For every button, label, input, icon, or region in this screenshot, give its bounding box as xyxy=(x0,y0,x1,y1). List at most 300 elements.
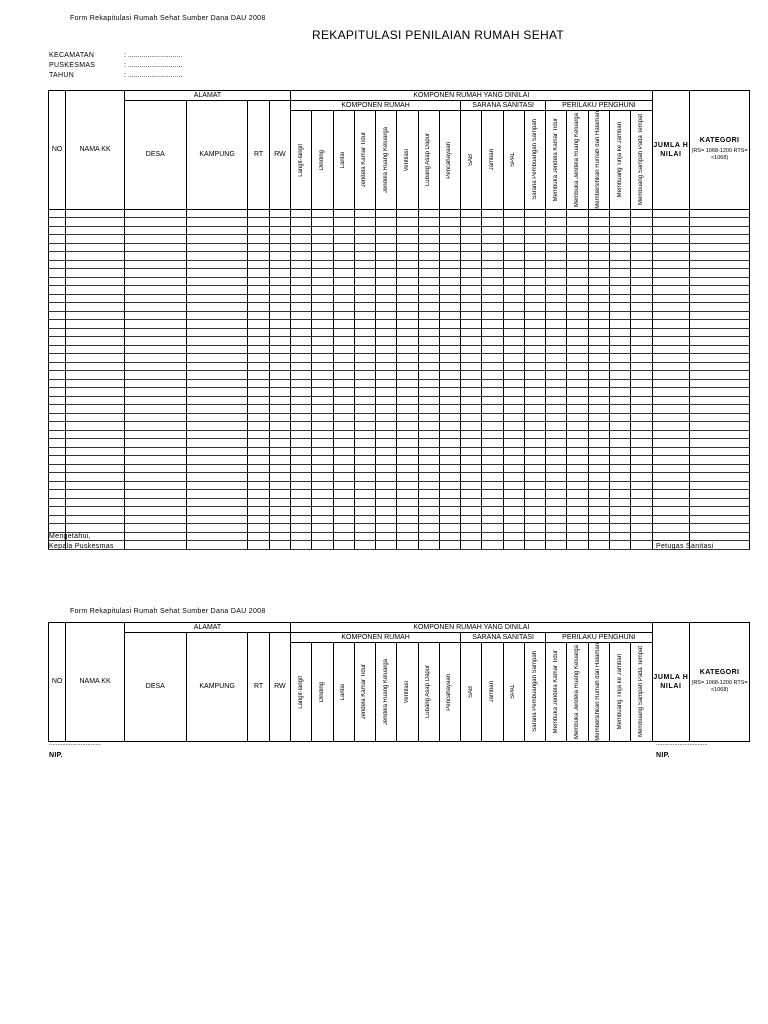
table-cell xyxy=(397,388,418,397)
table-cell xyxy=(397,218,418,227)
table-cell xyxy=(418,286,439,295)
table-cell xyxy=(376,243,397,252)
label-sarana-sampah-2: Sarana Pembuangan Sampah xyxy=(531,651,538,733)
table-cell xyxy=(333,388,354,397)
table-cell xyxy=(690,269,750,278)
table-cell xyxy=(461,235,482,244)
table-cell xyxy=(248,328,269,337)
table-cell xyxy=(461,430,482,439)
table-cell xyxy=(333,328,354,337)
table-cell xyxy=(186,303,248,312)
table-cell xyxy=(524,337,545,346)
left-signature-line: ............................... xyxy=(49,741,101,747)
table-cell xyxy=(248,524,269,533)
table-cell xyxy=(567,354,588,363)
table-cell xyxy=(503,507,524,516)
table-cell xyxy=(439,379,460,388)
col-rw: RW xyxy=(269,101,290,210)
table-cell xyxy=(652,464,689,473)
label-dinding-2: Dinding xyxy=(318,681,325,703)
table-cell xyxy=(66,515,125,524)
table-cell xyxy=(482,515,503,524)
table-cell xyxy=(546,515,567,524)
table-cell xyxy=(567,464,588,473)
table-cell xyxy=(291,447,312,456)
table-cell xyxy=(546,541,567,550)
table-cell xyxy=(333,320,354,329)
table-cell xyxy=(439,456,460,465)
table-cell xyxy=(291,260,312,269)
table-cell xyxy=(503,328,524,337)
table-cell xyxy=(439,345,460,354)
table-cell xyxy=(312,490,333,499)
table-cell xyxy=(312,379,333,388)
table-cell xyxy=(588,260,609,269)
table-cell xyxy=(124,439,186,448)
table-cell xyxy=(333,209,354,218)
table-row xyxy=(49,524,750,533)
table-cell xyxy=(312,286,333,295)
table-cell xyxy=(482,303,503,312)
table-cell xyxy=(482,388,503,397)
table-cell xyxy=(524,515,545,524)
kecamatan-label: KECAMATAN xyxy=(49,52,95,59)
table-cell xyxy=(186,286,248,295)
table-cell xyxy=(269,507,290,516)
table-cell xyxy=(588,379,609,388)
table-cell xyxy=(376,337,397,346)
table-cell xyxy=(418,260,439,269)
table-cell xyxy=(418,456,439,465)
col-komponen-dinilai: KOMPONEN RUMAH YANG DINILAI xyxy=(291,91,653,101)
table-cell xyxy=(567,277,588,286)
table-row xyxy=(49,396,750,405)
table-cell xyxy=(186,226,248,235)
table-cell xyxy=(376,218,397,227)
table-cell xyxy=(690,515,750,524)
table-cell xyxy=(269,345,290,354)
table-cell xyxy=(461,328,482,337)
table-cell xyxy=(439,226,460,235)
table-cell xyxy=(418,235,439,244)
table-cell xyxy=(439,294,460,303)
table-cell xyxy=(482,447,503,456)
label-buka-jendela-ruang-2: Membuka Jendela Ruang Keluarga xyxy=(574,644,581,739)
table-cell xyxy=(690,430,750,439)
table-row xyxy=(49,447,750,456)
table-cell xyxy=(588,320,609,329)
label-sarana-sampah: Sarana Pembuangan Sampah xyxy=(531,119,538,201)
table-cell xyxy=(186,541,248,550)
table-cell xyxy=(333,422,354,431)
label-membersihkan-rumah: Membersihkan Rumah dan Halaman xyxy=(595,111,602,209)
table-cell xyxy=(248,464,269,473)
table-cell xyxy=(354,473,375,482)
table-cell xyxy=(291,337,312,346)
table-cell xyxy=(376,371,397,380)
table-cell xyxy=(124,337,186,346)
table-cell xyxy=(376,311,397,320)
table-cell xyxy=(354,320,375,329)
table-cell xyxy=(690,294,750,303)
table-cell xyxy=(248,498,269,507)
table-cell xyxy=(186,456,248,465)
table-cell xyxy=(312,303,333,312)
table-cell xyxy=(354,524,375,533)
table-cell xyxy=(418,422,439,431)
table-cell xyxy=(354,490,375,499)
table-cell xyxy=(690,277,750,286)
table-cell xyxy=(66,337,125,346)
table-cell xyxy=(49,269,66,278)
table-cell xyxy=(397,379,418,388)
table-cell xyxy=(49,294,66,303)
table-cell xyxy=(397,396,418,405)
table-cell xyxy=(652,379,689,388)
table-cell xyxy=(567,269,588,278)
table-cell xyxy=(482,345,503,354)
table-cell xyxy=(376,226,397,235)
col-lantai xyxy=(333,111,354,210)
table-cell xyxy=(397,464,418,473)
table-cell xyxy=(588,498,609,507)
table-cell xyxy=(652,481,689,490)
table-cell xyxy=(482,328,503,337)
table-cell xyxy=(567,371,588,380)
table-cell xyxy=(546,337,567,346)
table-row xyxy=(49,354,750,363)
table-cell xyxy=(269,515,290,524)
table-cell xyxy=(567,337,588,346)
table-cell xyxy=(652,269,689,278)
table-cell xyxy=(439,473,460,482)
table-cell xyxy=(631,541,652,550)
table-cell xyxy=(248,235,269,244)
table-cell xyxy=(376,252,397,261)
table-cell xyxy=(376,422,397,431)
table-cell xyxy=(567,235,588,244)
table-cell xyxy=(49,277,66,286)
table-cell xyxy=(461,311,482,320)
table-cell xyxy=(524,303,545,312)
table-cell xyxy=(567,439,588,448)
table-cell xyxy=(609,456,630,465)
col-dinding xyxy=(312,111,333,210)
table-cell xyxy=(631,464,652,473)
table-cell xyxy=(124,269,186,278)
table-cell xyxy=(186,354,248,363)
table-cell xyxy=(461,524,482,533)
col-perilaku-penghuni-2: PERILAKU PENGHUNI xyxy=(546,633,653,643)
table-cell xyxy=(690,439,750,448)
table-row xyxy=(49,243,750,252)
table-cell xyxy=(49,226,66,235)
table-cell xyxy=(124,345,186,354)
table-cell xyxy=(291,464,312,473)
table-cell xyxy=(631,447,652,456)
table-cell xyxy=(482,490,503,499)
table-cell xyxy=(124,235,186,244)
table-cell xyxy=(503,311,524,320)
table-cell xyxy=(546,396,567,405)
table-cell xyxy=(461,354,482,363)
table-cell xyxy=(269,498,290,507)
table-cell xyxy=(312,209,333,218)
table-cell xyxy=(66,252,125,261)
table-cell xyxy=(312,337,333,346)
table-cell xyxy=(49,447,66,456)
table-cell xyxy=(124,515,186,524)
table-cell xyxy=(588,473,609,482)
table-cell xyxy=(461,362,482,371)
table-cell xyxy=(482,439,503,448)
label-spal-2: SPAL xyxy=(510,684,517,700)
table-cell xyxy=(49,481,66,490)
table-cell xyxy=(376,481,397,490)
table-cell xyxy=(588,422,609,431)
table-cell xyxy=(609,337,630,346)
table-cell xyxy=(186,490,248,499)
table-cell xyxy=(333,277,354,286)
table-cell xyxy=(333,507,354,516)
table-cell xyxy=(49,413,66,422)
form-note-2: Form Rekapitulasi Rumah Sehat Sumber Dana DAU 2008 xyxy=(70,608,266,615)
table-cell xyxy=(291,320,312,329)
table-cell xyxy=(248,303,269,312)
table-cell xyxy=(482,473,503,482)
table-cell xyxy=(503,498,524,507)
table-cell xyxy=(439,362,460,371)
table-cell xyxy=(546,303,567,312)
table-cell xyxy=(524,379,545,388)
table-cell xyxy=(397,524,418,533)
table-cell xyxy=(124,362,186,371)
table-cell xyxy=(269,490,290,499)
table-cell xyxy=(418,498,439,507)
left-nip-label: NIP. xyxy=(49,752,63,759)
table-cell xyxy=(461,396,482,405)
table-cell xyxy=(524,430,545,439)
table-cell xyxy=(248,345,269,354)
table-cell xyxy=(312,362,333,371)
table-cell xyxy=(588,337,609,346)
label-sab: SAB xyxy=(467,153,474,166)
table-cell xyxy=(690,345,750,354)
table-cell xyxy=(524,209,545,218)
table-cell xyxy=(546,269,567,278)
table-cell xyxy=(186,473,248,482)
table-cell xyxy=(333,226,354,235)
table-cell xyxy=(397,541,418,550)
table-cell xyxy=(333,430,354,439)
table-cell xyxy=(124,371,186,380)
table-cell xyxy=(690,456,750,465)
table-cell xyxy=(333,354,354,363)
table-cell xyxy=(461,515,482,524)
label-sab-2: SAB xyxy=(467,685,474,698)
table-cell xyxy=(652,294,689,303)
table-cell xyxy=(269,405,290,414)
table-cell xyxy=(49,286,66,295)
table-cell xyxy=(186,311,248,320)
table-cell xyxy=(291,226,312,235)
table-cell xyxy=(546,354,567,363)
table-cell xyxy=(66,303,125,312)
table-cell xyxy=(524,532,545,541)
table-row xyxy=(49,464,750,473)
table-cell xyxy=(186,337,248,346)
table-cell xyxy=(482,464,503,473)
table-cell xyxy=(524,362,545,371)
table-cell xyxy=(609,541,630,550)
table-cell xyxy=(631,430,652,439)
table-cell xyxy=(546,345,567,354)
table-cell xyxy=(354,362,375,371)
kategori-sub-2: (RS= 1068-1200 RTS= <1068) xyxy=(691,680,748,694)
table-cell xyxy=(546,405,567,414)
table-cell xyxy=(609,260,630,269)
table-cell xyxy=(291,277,312,286)
table-cell xyxy=(609,303,630,312)
table-cell xyxy=(503,430,524,439)
table-row xyxy=(49,337,750,346)
table-cell xyxy=(524,456,545,465)
table-cell xyxy=(690,337,750,346)
col-jamban xyxy=(482,111,503,210)
table-cell xyxy=(461,447,482,456)
table-cell xyxy=(291,524,312,533)
table-cell xyxy=(186,430,248,439)
table-cell xyxy=(418,439,439,448)
table-cell xyxy=(269,354,290,363)
table-cell xyxy=(482,532,503,541)
table-cell xyxy=(333,379,354,388)
table-cell xyxy=(652,405,689,414)
table-cell xyxy=(291,311,312,320)
table-cell xyxy=(461,413,482,422)
table-cell xyxy=(546,362,567,371)
table-cell xyxy=(439,260,460,269)
label-langit-langit-2: Langit-langit xyxy=(297,675,304,709)
table-cell xyxy=(439,481,460,490)
table-cell xyxy=(269,243,290,252)
table-cell xyxy=(567,396,588,405)
table-cell xyxy=(461,303,482,312)
table-cell xyxy=(567,286,588,295)
table-cell xyxy=(503,524,524,533)
table-cell xyxy=(124,413,186,422)
table-cell xyxy=(397,235,418,244)
kecamatan-value: : ............................ xyxy=(124,52,183,59)
table-cell xyxy=(609,379,630,388)
table-cell xyxy=(588,405,609,414)
table-cell xyxy=(291,541,312,550)
table-cell xyxy=(439,422,460,431)
table-cell xyxy=(291,396,312,405)
table-cell xyxy=(376,379,397,388)
table-cell xyxy=(588,218,609,227)
table-cell xyxy=(66,498,125,507)
table-cell xyxy=(291,328,312,337)
table-cell xyxy=(588,311,609,320)
table-cell xyxy=(461,371,482,380)
table-cell xyxy=(333,345,354,354)
table-cell xyxy=(567,379,588,388)
table-cell xyxy=(291,532,312,541)
table-cell xyxy=(354,388,375,397)
table-cell xyxy=(248,490,269,499)
table-cell xyxy=(588,388,609,397)
table-cell xyxy=(567,481,588,490)
table-cell xyxy=(269,311,290,320)
table-cell xyxy=(546,473,567,482)
table-cell xyxy=(354,345,375,354)
table-cell xyxy=(524,235,545,244)
table-cell xyxy=(49,209,66,218)
table-cell xyxy=(631,405,652,414)
table-cell xyxy=(482,337,503,346)
table-cell xyxy=(690,209,750,218)
col-buka-jendela-ruang xyxy=(567,111,588,210)
table-cell xyxy=(567,218,588,227)
table-cell xyxy=(567,243,588,252)
table-cell xyxy=(546,209,567,218)
table-cell xyxy=(690,303,750,312)
table-cell xyxy=(397,498,418,507)
table-cell xyxy=(631,345,652,354)
table-cell xyxy=(461,456,482,465)
table-cell xyxy=(49,260,66,269)
table-cell xyxy=(652,226,689,235)
table-cell xyxy=(186,464,248,473)
table-cell xyxy=(461,507,482,516)
table-cell xyxy=(418,218,439,227)
table-cell xyxy=(269,260,290,269)
table-cell xyxy=(567,226,588,235)
table-cell xyxy=(269,464,290,473)
table-cell xyxy=(439,277,460,286)
table-cell xyxy=(186,515,248,524)
table-cell xyxy=(609,532,630,541)
table-cell xyxy=(567,303,588,312)
table-cell xyxy=(269,209,290,218)
table-cell xyxy=(312,447,333,456)
table-cell xyxy=(439,541,460,550)
table-cell xyxy=(690,532,750,541)
table-row xyxy=(49,277,750,286)
table-cell xyxy=(567,345,588,354)
table-cell xyxy=(546,422,567,431)
table-cell xyxy=(397,303,418,312)
table-cell xyxy=(439,218,460,227)
table-cell xyxy=(482,405,503,414)
table-cell xyxy=(49,473,66,482)
table-cell xyxy=(503,345,524,354)
table-cell xyxy=(248,260,269,269)
table-cell xyxy=(503,473,524,482)
table-cell xyxy=(49,243,66,252)
table-cell xyxy=(66,388,125,397)
table-cell xyxy=(439,430,460,439)
col-sab xyxy=(461,111,482,210)
table-cell xyxy=(631,490,652,499)
table-cell xyxy=(588,464,609,473)
table-cell xyxy=(124,379,186,388)
table-cell xyxy=(376,388,397,397)
table-cell xyxy=(248,243,269,252)
table-cell xyxy=(333,439,354,448)
table-cell xyxy=(524,464,545,473)
